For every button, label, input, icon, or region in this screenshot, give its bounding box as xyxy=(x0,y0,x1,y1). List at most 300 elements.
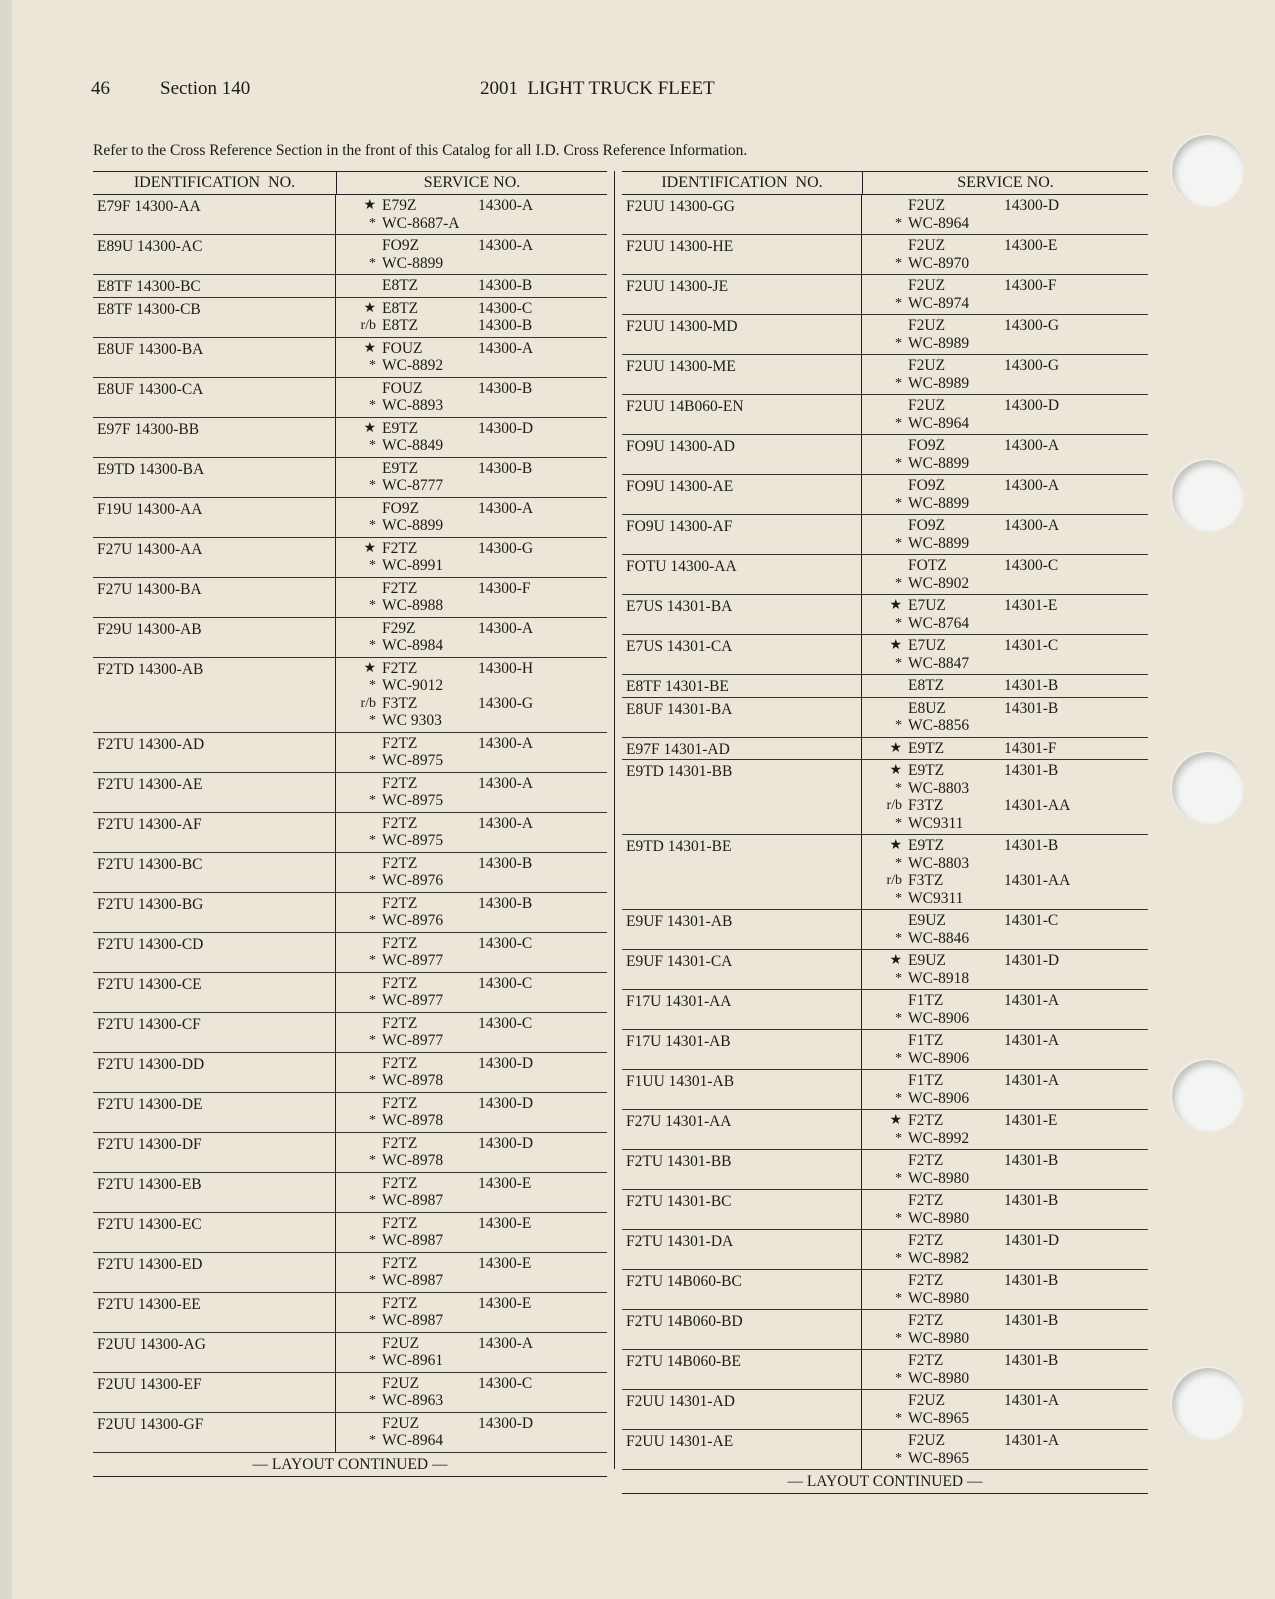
marker xyxy=(336,380,382,398)
part-prefix: WC-8984 xyxy=(382,637,444,654)
table-row xyxy=(93,498,607,538)
part-suffix: 14300-A xyxy=(1004,517,1060,534)
part-prefix: WC-8988 xyxy=(382,597,444,614)
part-suffix xyxy=(478,1112,607,1130)
service-line xyxy=(862,1112,1148,1130)
part-prefix: F2TZ xyxy=(382,1214,418,1232)
part-suffix xyxy=(478,1072,607,1090)
part-suffix: 14300-D xyxy=(1004,197,1060,214)
part-suffix xyxy=(478,677,607,695)
marker xyxy=(862,357,908,375)
identification-number: F1UU 14301-AB xyxy=(622,1070,862,1109)
table-row xyxy=(93,418,607,458)
service-line xyxy=(336,215,607,233)
marker: * xyxy=(895,1050,902,1066)
identification-number: E8TF 14300-BC xyxy=(93,275,336,297)
identification-number: F2UU 14300-ME xyxy=(622,355,862,394)
table-row xyxy=(93,933,607,973)
identification-number: F2TU 14300-AF xyxy=(93,813,336,852)
identification-number: F27U 14300-BA xyxy=(93,578,336,617)
identification-number: F17U 14301-AB xyxy=(622,1030,862,1069)
part-prefix: WC9311 xyxy=(908,814,964,832)
marker: * xyxy=(369,713,376,728)
service-number-cell xyxy=(862,395,1148,434)
table-row xyxy=(93,1133,607,1173)
service-line xyxy=(336,952,607,970)
service-line xyxy=(862,837,1148,855)
table-row xyxy=(622,698,1148,738)
part-suffix xyxy=(478,215,607,233)
part-prefix: WC-8803 xyxy=(908,854,970,872)
service-number-cell xyxy=(336,813,607,852)
part-suffix: 14300-G xyxy=(478,694,534,712)
part-prefix: F2UZ xyxy=(908,1392,946,1409)
part-prefix: F1TZ xyxy=(908,1072,944,1089)
marker: * xyxy=(895,335,902,351)
part-suffix xyxy=(1004,615,1148,633)
marker xyxy=(336,975,382,993)
part-prefix: WC-8963 xyxy=(382,1392,444,1409)
service-number-cell xyxy=(336,498,607,537)
part-suffix: 14300-B xyxy=(478,894,533,912)
part-suffix: 14300-H xyxy=(478,659,534,677)
marker: r/b xyxy=(886,873,902,888)
service-line xyxy=(336,637,607,655)
part-suffix: 14300-D xyxy=(478,1414,534,1432)
service-line xyxy=(862,1232,1148,1250)
marker: * xyxy=(895,1290,902,1306)
part-suffix xyxy=(478,637,607,655)
service-line xyxy=(336,677,607,695)
part-suffix: 14300-D xyxy=(478,1134,534,1152)
service-line xyxy=(336,437,607,455)
service-line xyxy=(862,415,1148,433)
part-prefix: F2TZ xyxy=(908,1152,944,1169)
identification-number: F2TU 14300-EE xyxy=(93,1293,336,1332)
part-suffix xyxy=(1004,255,1148,273)
service-line xyxy=(336,277,607,295)
service-line xyxy=(862,1272,1148,1290)
service-number-cell xyxy=(336,1213,607,1252)
part-suffix: 14300-B xyxy=(478,854,533,872)
marker: * xyxy=(369,953,376,968)
table-row xyxy=(93,1333,607,1373)
identification-number: F19U 14300-AA xyxy=(93,498,336,537)
service-line xyxy=(336,397,607,415)
part-prefix: FOTZ xyxy=(908,557,947,574)
marker xyxy=(862,237,908,255)
marker xyxy=(862,477,908,495)
service-line xyxy=(862,780,1148,798)
service-line xyxy=(336,317,607,335)
id-column-header: IDENTIFICATION NO. xyxy=(93,172,337,194)
service-line xyxy=(336,752,607,770)
table-row xyxy=(93,538,607,578)
table-row xyxy=(622,1310,1148,1350)
service-number-cell xyxy=(336,1413,607,1452)
service-number-cell xyxy=(862,950,1148,989)
marker: * xyxy=(369,833,376,848)
service-line xyxy=(862,677,1148,695)
table-row xyxy=(93,235,607,275)
identification-number: E97F 14301-AD xyxy=(622,738,862,760)
identification-number: E97F 14300-BB xyxy=(93,418,336,457)
table-row xyxy=(622,910,1148,950)
table-row xyxy=(93,1013,607,1053)
part-suffix: 14301-AA xyxy=(1004,797,1071,814)
part-prefix: F2TZ xyxy=(908,1232,944,1249)
marker: * xyxy=(895,295,902,311)
service-line xyxy=(862,495,1148,513)
part-prefix: E8TZ xyxy=(382,299,419,317)
identification-number: F2TU 14301-BB xyxy=(622,1150,862,1189)
service-line xyxy=(862,912,1148,930)
part-suffix: 14300-E xyxy=(478,1294,532,1312)
table-row xyxy=(622,1030,1148,1070)
part-prefix: WC-8987 xyxy=(382,1232,444,1249)
part-suffix: 14300-A xyxy=(478,197,534,214)
service-line xyxy=(862,655,1148,673)
marker: ★ xyxy=(889,1113,902,1128)
identification-number: F2UU 14300-AG xyxy=(93,1333,336,1372)
service-line xyxy=(336,1192,607,1210)
service-line xyxy=(336,1295,607,1313)
page-number: 46 xyxy=(91,78,110,99)
marker: * xyxy=(895,1450,902,1466)
part-prefix: WC-8965 xyxy=(908,1449,970,1467)
part-suffix: 14300-A xyxy=(478,619,534,637)
part-prefix: F2TZ xyxy=(382,539,418,557)
part-suffix xyxy=(1004,780,1148,798)
part-prefix: F2TZ xyxy=(908,1112,944,1129)
part-prefix: F2TZ xyxy=(382,974,418,992)
part-suffix: 14301-D xyxy=(1004,952,1060,969)
service-line xyxy=(862,1432,1148,1450)
part-prefix: E8TZ xyxy=(382,277,419,294)
part-suffix xyxy=(1004,1170,1148,1188)
binder-hole-1 xyxy=(1172,135,1244,207)
service-line xyxy=(862,1170,1148,1188)
binder-hole-5 xyxy=(1172,1368,1244,1440)
table-row xyxy=(622,950,1148,990)
service-line xyxy=(862,215,1148,233)
part-prefix: WC-8902 xyxy=(908,574,970,592)
marker xyxy=(336,237,382,255)
service-line xyxy=(336,1135,607,1153)
marker: * xyxy=(369,358,376,373)
service-line xyxy=(862,1370,1148,1388)
marker xyxy=(862,197,908,215)
marker: * xyxy=(895,1090,902,1106)
marker xyxy=(862,1432,908,1450)
marker: * xyxy=(369,1113,376,1128)
service-number-cell xyxy=(862,235,1148,274)
table-row xyxy=(93,853,607,893)
marker xyxy=(862,1152,908,1170)
service-number-cell xyxy=(336,1133,607,1172)
marker: * xyxy=(369,913,376,928)
part-suffix xyxy=(478,1192,607,1210)
marker: r/b xyxy=(886,798,902,813)
part-suffix: 14300-B xyxy=(478,459,533,477)
identification-number: E9TD 14301-BB xyxy=(622,760,862,834)
table-row xyxy=(93,893,607,933)
part-suffix: 14300-A xyxy=(1004,477,1060,494)
table-row xyxy=(622,1430,1148,1470)
service-number-cell xyxy=(862,1110,1148,1149)
service-line xyxy=(862,740,1148,758)
part-suffix: 14301-A xyxy=(1004,992,1060,1009)
service-number-cell xyxy=(862,635,1148,674)
marker xyxy=(862,912,908,930)
part-prefix: F2TZ xyxy=(908,1352,944,1369)
service-line xyxy=(862,197,1148,215)
part-suffix xyxy=(478,1232,607,1250)
marker: ★ xyxy=(889,638,902,653)
part-suffix: 14300-F xyxy=(1004,277,1057,294)
part-suffix: 14300-E xyxy=(478,1214,532,1232)
part-suffix: 14300-D xyxy=(478,1094,534,1112)
part-suffix: 14300-D xyxy=(478,1054,534,1072)
part-prefix: F2TZ xyxy=(382,734,418,752)
service-number-cell xyxy=(862,1030,1148,1069)
marker: * xyxy=(895,718,902,733)
part-suffix xyxy=(1004,1210,1148,1228)
part-suffix xyxy=(1004,295,1148,313)
service-number-cell xyxy=(862,698,1148,737)
service-line xyxy=(862,815,1148,833)
marker xyxy=(862,677,908,695)
part-suffix xyxy=(1004,1330,1148,1348)
service-line xyxy=(862,237,1148,255)
marker: ★ xyxy=(889,763,902,778)
service-number-cell xyxy=(336,1093,607,1132)
table-row xyxy=(93,298,607,338)
part-suffix xyxy=(478,557,607,575)
table-row xyxy=(93,1413,607,1453)
marker: * xyxy=(369,1393,376,1408)
part-prefix: F2UZ xyxy=(382,1374,420,1392)
part-suffix xyxy=(1004,1090,1148,1108)
part-suffix xyxy=(1004,1130,1148,1148)
part-suffix: 14300-C xyxy=(1004,557,1059,574)
service-number-cell xyxy=(862,515,1148,554)
service-line xyxy=(336,895,607,913)
table-row xyxy=(622,195,1148,235)
service-line xyxy=(336,712,607,730)
service-line xyxy=(336,855,607,873)
service-line xyxy=(336,580,607,598)
part-prefix: WC-8777 xyxy=(382,477,444,494)
part-prefix: WC-8980 xyxy=(908,1169,970,1187)
marker: ★ xyxy=(363,660,376,676)
part-prefix: F2TZ xyxy=(382,1054,418,1072)
part-suffix: 14300-B xyxy=(478,317,533,334)
part-suffix xyxy=(1004,930,1148,948)
part-suffix: 14300-G xyxy=(1004,357,1060,374)
identification-number: F2UU 14300-MD xyxy=(622,315,862,354)
part-prefix: F2UZ xyxy=(908,277,946,294)
service-number-cell xyxy=(336,195,607,234)
service-line xyxy=(336,1032,607,1050)
part-prefix: E8TZ xyxy=(908,677,945,694)
part-prefix: WC-8856 xyxy=(908,717,970,734)
service-line xyxy=(336,1112,607,1130)
identification-number: FO9U 14300-AE xyxy=(622,475,862,514)
marker xyxy=(336,895,382,913)
layout-continued-left: — LAYOUT CONTINUED — xyxy=(93,1453,607,1477)
table-row xyxy=(93,658,607,733)
marker: * xyxy=(369,873,376,888)
service-line xyxy=(336,1335,607,1353)
service-number-cell xyxy=(336,853,607,892)
marker: * xyxy=(895,970,902,986)
marker: * xyxy=(369,1033,376,1048)
part-prefix: FOUZ xyxy=(382,339,423,357)
part-suffix xyxy=(478,357,607,375)
service-number-cell xyxy=(336,973,607,1012)
service-number-cell xyxy=(862,738,1148,760)
part-suffix: 14300-C xyxy=(478,299,533,317)
service-column-header: SERVICE NO. xyxy=(423,174,521,191)
marker: * xyxy=(895,1010,902,1026)
service-column-header: SERVICE NO. xyxy=(957,174,1054,191)
service-number-cell xyxy=(336,933,607,972)
service-line xyxy=(336,1272,607,1290)
part-suffix: 14301-A xyxy=(1004,1032,1060,1049)
part-prefix: F2TZ xyxy=(382,814,418,832)
service-line xyxy=(862,970,1148,988)
service-line xyxy=(336,1152,607,1170)
marker xyxy=(862,1072,908,1090)
service-line xyxy=(862,1330,1148,1348)
marker: ★ xyxy=(889,838,902,853)
part-prefix: WC-8989 xyxy=(908,374,970,392)
service-line xyxy=(336,1352,607,1370)
part-prefix: WC-8982 xyxy=(908,1249,970,1267)
identification-number: E9UF 14301-AB xyxy=(622,910,862,949)
marker: ★ xyxy=(363,540,376,556)
part-prefix: E9TZ xyxy=(908,837,945,854)
part-prefix: FO9Z xyxy=(382,499,420,517)
marker: * xyxy=(895,255,902,271)
service-line xyxy=(336,557,607,575)
marker: * xyxy=(895,1250,902,1266)
part-prefix: E8TZ xyxy=(382,317,419,334)
part-suffix: 14300-C xyxy=(478,1374,533,1392)
table-row xyxy=(622,315,1148,355)
part-suffix xyxy=(478,477,607,495)
marker: * xyxy=(369,1193,376,1208)
marker xyxy=(336,1335,382,1353)
identification-number: F2TU 14300-CE xyxy=(93,973,336,1012)
part-prefix: WC-8980 xyxy=(908,1369,970,1387)
part-suffix xyxy=(478,255,607,273)
part-prefix: E9UZ xyxy=(908,912,946,929)
service-line xyxy=(336,975,607,993)
service-line xyxy=(862,357,1148,375)
identification-number: F2UU 14301-AE xyxy=(622,1430,862,1469)
part-suffix: 14300-A xyxy=(478,734,534,752)
part-suffix xyxy=(1004,1290,1148,1308)
service-line xyxy=(336,380,607,398)
service-line xyxy=(336,540,607,558)
part-suffix xyxy=(478,1312,607,1330)
identification-number: F2UU 14300-GF xyxy=(93,1413,336,1452)
table-row xyxy=(93,578,607,618)
service-number-cell xyxy=(862,435,1148,474)
part-prefix: WC-8989 xyxy=(908,334,970,352)
marker xyxy=(336,1175,382,1193)
identification-number: F2TU 14300-AE xyxy=(93,773,336,812)
marker: * xyxy=(369,398,376,413)
part-suffix: 14301-B xyxy=(1004,762,1059,779)
cross-reference-note: Refer to the Cross Reference Section in the front of this Catalog for all I.D. Cross Reference Information. xyxy=(93,142,748,159)
part-prefix: WC-8893 xyxy=(382,397,444,414)
part-prefix: F2TZ xyxy=(382,1254,418,1272)
marker: * xyxy=(895,215,902,231)
marker: * xyxy=(895,495,902,511)
part-prefix: WC-8975 xyxy=(382,752,444,769)
marker: * xyxy=(895,780,902,796)
part-prefix: WC-8980 xyxy=(908,1289,970,1307)
marker xyxy=(862,1232,908,1250)
part-prefix: F3TZ xyxy=(382,694,418,712)
part-prefix: WC-8961 xyxy=(382,1352,444,1369)
service-line xyxy=(862,1352,1148,1370)
marker: * xyxy=(369,478,376,493)
table-row xyxy=(93,1373,607,1413)
marker: * xyxy=(369,558,376,573)
part-prefix: WC-8987 xyxy=(382,1272,444,1289)
table-row xyxy=(622,395,1148,435)
part-prefix: FOUZ xyxy=(382,379,423,397)
service-line xyxy=(862,255,1148,273)
part-prefix: F2TZ xyxy=(382,579,418,597)
part-prefix: F2UZ xyxy=(908,197,946,214)
marker: * xyxy=(369,255,376,271)
identification-number: F2TU 14301-DA xyxy=(622,1230,862,1269)
marker: * xyxy=(369,638,376,653)
service-number-cell xyxy=(336,1053,607,1092)
service-line xyxy=(336,357,607,375)
marker: * xyxy=(895,1410,902,1426)
marker xyxy=(336,277,382,295)
table-row xyxy=(622,760,1148,835)
part-suffix xyxy=(1004,970,1148,988)
part-suffix: 14301-B xyxy=(1004,1352,1059,1369)
part-prefix: WC-8977 xyxy=(382,992,444,1009)
marker xyxy=(336,1055,382,1073)
part-suffix xyxy=(1004,415,1148,433)
service-line xyxy=(336,872,607,890)
part-prefix: WC-8980 xyxy=(908,1329,970,1347)
table-row xyxy=(93,338,607,378)
part-prefix: WC-8975 xyxy=(382,832,444,849)
marker xyxy=(336,1375,382,1393)
table-row xyxy=(93,973,607,1013)
service-line xyxy=(862,477,1148,495)
marker xyxy=(862,1192,908,1210)
part-prefix: WC-8974 xyxy=(908,294,970,312)
service-number-cell xyxy=(336,235,607,274)
part-prefix: FO9Z xyxy=(908,517,946,534)
part-prefix: WC-8976 xyxy=(382,912,444,929)
identification-number: F2TU 14B060-BC xyxy=(622,1270,862,1309)
part-prefix: WC-8899 xyxy=(382,517,444,534)
identification-number: E8TF 14301-BE xyxy=(622,675,862,697)
part-prefix: F2TZ xyxy=(908,1272,944,1289)
